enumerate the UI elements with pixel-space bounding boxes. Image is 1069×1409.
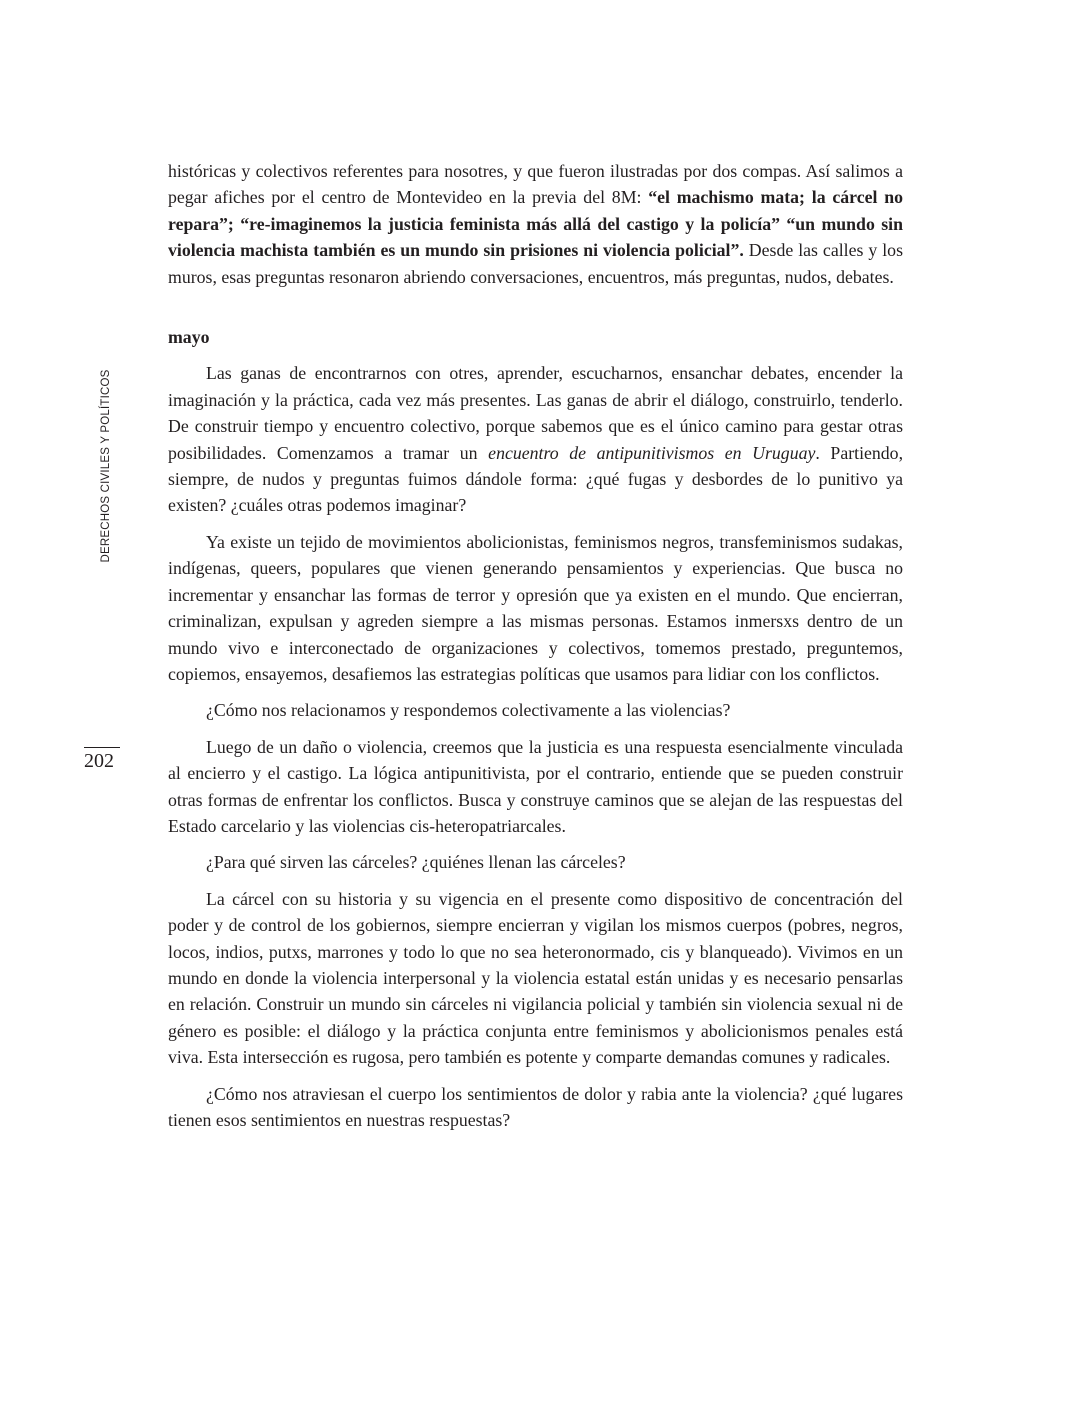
paragraph: La cárcel con su historia y su vigencia en el presente como dispositivo de concentración del poder y de control de los gobiernos, siempre encierran y vigilan los mismos cuerpos (pobres, negros, locos, indios, putxs, marrones y todo lo que no sea heteronormado, cis y blanqueado). Vivimos en un mundo en donde la violencia interpersonal y la violencia estatal están unidas y es necesario pensarlas en relación. Construir un mundo sin cárceles ni vigilancia policial y también sin violencia sexual ni de género es posible: el diálogo y la práctica conjunta entre feminismos y abolicionismos penales está viva. Esta intersección es rugosa, pero también es potente y comparte demandas comunes y radicales. (168, 888, 903, 1068)
paragraph-continued (168, 158, 903, 290)
bold-slogans: “el machismo mata; la cárcel no repara”; “re-imaginemos la justicia feminista más allá del castigo y la policía” “un mundo sin violencia machista también es un mundo sin prisiones ni violencia policial”. (168, 187, 903, 261)
paragraph-text: Las ganas de encontrarnos con otres, aprender, escucharnos, ensanchar debates, encender la imaginación y la práctica, cada vez más presentes. Las ganas de abrir el diálogo, construirlo, tenderlo. De construir tiempo y encuentro colectivo, porque sabemos que es el único camino para gestar otras posibilidades. Comenzamos a tramar un (168, 363, 903, 463)
paragraph (168, 360, 903, 518)
paragraph-text: Desde las calles y los muros, esas preguntas resonaron abriendo conversaciones, encuentros, más preguntas, nudos, debates. (168, 240, 903, 287)
paragraph: Ya existe un tejido de movimientos abolicionistas, feminismos negros, transfeminismos sudakas, indígenas, queers, populares que vienen generando pensamientos y experiencias. Que busca no incrementar y ensanchar las formas de terror y opresión que ya existen en el mundo. Que encierran, criminalizan, expulsan y agreden siempre a las mismas personas. Estamos inmersxs dentro de un mundo vivo e interconectado de organizaciones y colectivos, tomemos prestado, preguntemos, copiemos, ensayemos, desafiemos las estrategias políticas que usamos para lidiar con los conflictos. (168, 531, 903, 684)
question-paragraph: ¿Cómo nos relacionamos y respondemos colectivamente a las violencias? (206, 700, 731, 721)
running-head: DERECHOS CIVILES Y POLÍTICOS (100, 369, 112, 563)
page-number: 202 (84, 750, 114, 772)
paragraph: Luego de un daño o violencia, creemos que la justicia es una respuesta esencialmente vinculada al encierro y el castigo. La lógica antipunitivista, por el contrario, entiende que se pueden construir otras formas de enfrentar los conflictos. Busca y construye caminos que se alejan de las respuestas del Estado carcelario y las violencias cis-heteropatriarcales. (168, 736, 903, 836)
paragraph-text: históricas y colectivos referentes para nosotres, y que fueron ilustradas por dos compas. Así salimos a pegar afiches por el centro de Montevideo en la previa del 8M: (168, 161, 903, 208)
italic-title: encuentro de antipunitivismos en Uruguay (488, 442, 816, 463)
page-number-rule (84, 747, 120, 748)
body-text (168, 158, 903, 1133)
question-paragraph: ¿Para qué sirven las cárceles? ¿quiénes llenan las cárceles? (206, 852, 626, 873)
section-heading: mayo (168, 327, 210, 348)
paragraph-text: . Partiendo, siempre, de nudos y preguntas fuimos dándole forma: ¿qué fugas y desbordes de lo punitivo ya existen? ¿cuáles otras podemos imaginar? (168, 442, 904, 516)
question-paragraph: ¿Cómo nos atraviesan el cuerpo los sentimientos de dolor y rabia ante la violencia? ¿qué lugares tienen esos sentimientos en nuestras respuestas? (168, 1083, 903, 1130)
